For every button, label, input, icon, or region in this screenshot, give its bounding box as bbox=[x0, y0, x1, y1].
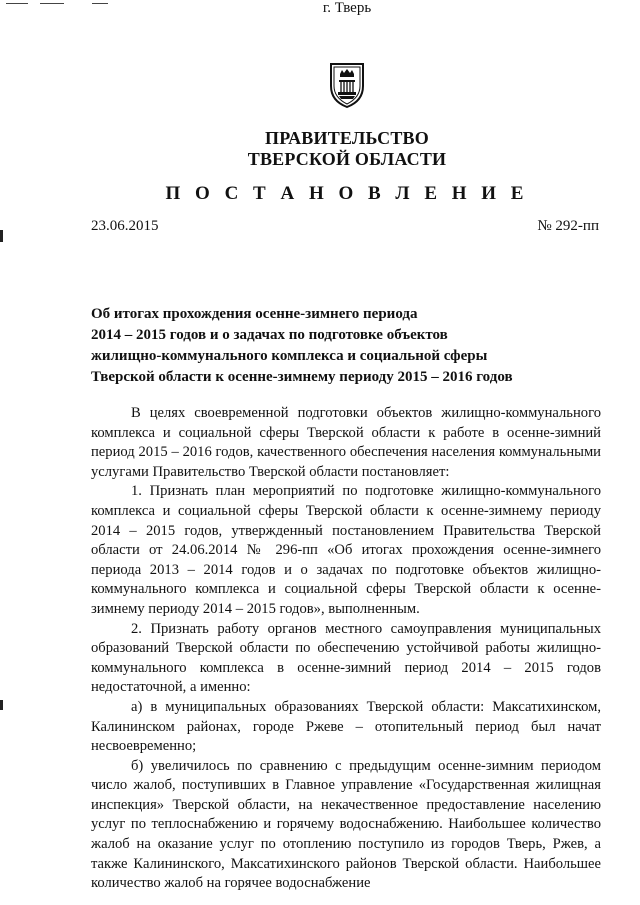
document-date: 23.06.2015 bbox=[91, 218, 159, 234]
subject-line: Тверской области к осенне-зимнему периоду 2015 – 2016 годов bbox=[91, 369, 513, 385]
subject-line: 2014 – 2015 годов и о задачах по подготовке объектов bbox=[91, 327, 448, 343]
document-number: № 292-пп bbox=[537, 218, 599, 234]
document-body bbox=[91, 404, 601, 894]
body-paragraph-item-2b: б) увеличилось по сравнению с предыдущим осенне-зимним периодом число жалоб, поступивших в Главное управление «Государственная жилищная инспекция» Тверской области, на некачественное предоставление населению услуг по теплоснабжению и горячему водоснабжению. Наибольшее количество жалоб на оказание услуг по отоплению поступило из городов Тверь, Ржев, а также Калининского, Максатихинского районов Тверской области. Наибольшее количество жалоб на горячее водоснабжение bbox=[91, 757, 601, 892]
subject-line: Об итогах прохождения осенне-зимнего периода bbox=[91, 306, 418, 322]
body-paragraph-preamble: В целях своевременной подготовки объектов жилищно-коммунального комплекса и социальной сферы Тверской области к работе в осенне-зимний период 2015 – 2016 годов, качественного обеспечения населения коммунальными услугами Правительство Тверской области постановляет: bbox=[91, 405, 601, 480]
scan-edge-mark bbox=[0, 700, 3, 710]
scan-edge-mark bbox=[0, 230, 3, 242]
government-name-line2: ТВЕРСКОЙ ОБЛАСТИ bbox=[247, 149, 447, 169]
document-city: г. Тверь bbox=[322, 0, 372, 16]
document-type-title: П О С Т А Н О В Л Е Н И Е bbox=[165, 183, 529, 204]
scan-artifact-line bbox=[40, 3, 64, 4]
document-subject bbox=[91, 304, 611, 388]
subject-line: жилищно-коммунального комплекса и социальной сферы bbox=[91, 348, 488, 364]
body-paragraph-item-2: 2. Признать работу органов местного самоуправления муниципальных образований Тверской области по обеспечению устойчивой работы жилищно-коммунального комплекса в осенне-зимний период 2014 – 2015 годов недостаточной, а именно: bbox=[91, 620, 601, 696]
scan-artifact-line bbox=[6, 3, 28, 4]
body-paragraph-item-1: 1. Признать план мероприятий по подготовке жилищно-коммунального комплекса и социальной сферы Тверской области к осенне-зимнему периоду 2014 – 2015 годов, утвержденный постановлением Правительства Тверской области от 24.06.2014 № 296-пп «Об итогах прохождения осенне-зимнего периода 2013 – 2014 годов и о задачах по подготовке объектов жилищно-коммунального комплекса и социальной сферы Тверской области к осенне-зимнему периоду 2014 – 2015 годов», выполненным. bbox=[91, 483, 601, 617]
coat-of-arms-icon bbox=[327, 60, 367, 108]
scan-artifact-line bbox=[92, 3, 108, 4]
body-paragraph-item-2a: а) в муниципальных образованиях Тверской области: Максатихинском, Калининском районах, городе Ржеве – отопительный период был начат несвоевременно; bbox=[91, 698, 601, 755]
government-name-line1: ПРАВИТЕЛЬСТВО bbox=[265, 128, 429, 148]
